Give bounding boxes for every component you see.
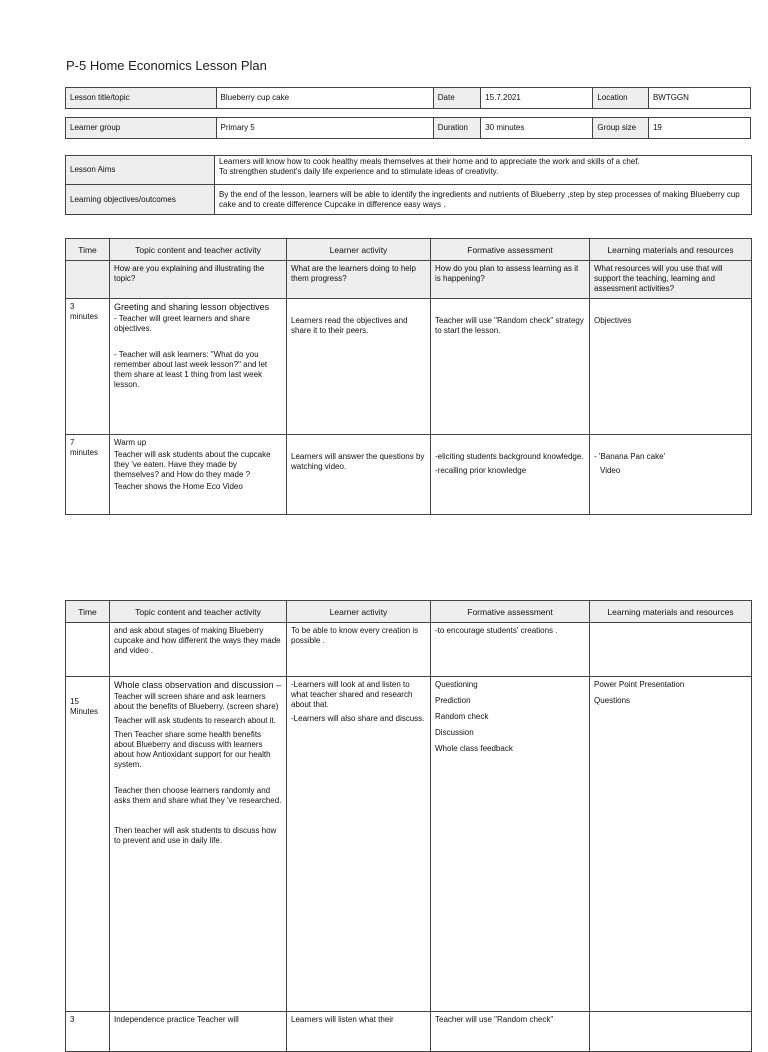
aims-line-1: Learners will know how to cook healthy meals themselves at their home and to appreciate the work and skills of a chef.	[219, 157, 640, 166]
row5-topic: Independence practice Teacher will	[110, 1012, 287, 1052]
row2-time-num: 7	[70, 438, 75, 447]
duration-value: 30 minutes	[481, 118, 593, 139]
row4-learner-2: -Learners will also share and discuss.	[291, 714, 425, 723]
row1-materials: Objectives	[590, 299, 752, 435]
page-title: P-5 Home Economics Lesson Plan	[66, 58, 267, 73]
row4-topic-p5: Then teacher will ask students to discuss how to prevent and use in daily life.	[114, 826, 277, 845]
row2-time-unit: minutes	[70, 448, 99, 457]
row3-topic: and ask about stages of making Blueberry cupcake and how different the ways they made and video .	[110, 623, 287, 677]
location-label: Location	[593, 88, 649, 109]
date-label: Date	[433, 88, 480, 109]
row4-formative-item: Random check	[435, 712, 489, 721]
aims-table	[65, 155, 752, 215]
row4-materials-2: Questions	[594, 696, 631, 705]
learning-objectives-label: Learning objectives/outcomes	[66, 185, 215, 215]
row1-topic-heading: Greeting and sharing lesson objectives	[114, 302, 270, 312]
col-topic-header: Topic content and teacher activity	[110, 239, 287, 261]
row4-topic-p2: Teacher will ask students to research about it.	[114, 716, 276, 725]
table-row	[66, 1012, 752, 1052]
row1-time-num: 3	[70, 302, 75, 311]
row2-topic-p2: Teacher shows the Home Eco Video	[114, 482, 243, 491]
row5-learner: Learners will listen what their	[287, 1012, 431, 1052]
row2-topic-heading: Warm up	[114, 438, 147, 447]
row4-time-unit: Minutes	[70, 707, 99, 716]
table-row	[66, 435, 752, 515]
row4-topic-p3: Then Teacher share some health benefits about Blueberry and discuss with learners about how Antioxidant support for our health system.	[114, 730, 271, 769]
row4-formative-item: Prediction	[435, 696, 471, 705]
row3-learner: To be able to know every creation is possible .	[287, 623, 431, 677]
learner-question: What are the learners doing to help them progress?	[287, 261, 431, 299]
col-formative-header: Formative assessment	[431, 239, 590, 261]
activity-table-page-1	[65, 238, 752, 515]
learning-objectives-text: By the end of the lesson, learners will be able to identify the ingredients and nutrients of Blueberry ,step by step processes of making Blueberry cup cake and to create difference Cupcake in difference easy ways .	[215, 185, 752, 215]
row1-topic-p1: - Teacher will greet learners and share objectives.	[114, 314, 250, 333]
row3-formative: -to encourage students' creations .	[431, 623, 590, 677]
lesson-info-table	[65, 87, 751, 109]
duration-label: Duration	[433, 118, 480, 139]
learner-group-table	[65, 117, 751, 139]
row4-time-num: 15	[70, 697, 79, 706]
row4-learner-1: -Learners will look at and listen to what teacher shared and research about that.	[291, 680, 413, 709]
row2-topic-p1: Teacher will ask students about the cupcake they 've eaten. Have they made by themselves? and How do they made ?	[114, 450, 271, 479]
row2-formative-1: -eliciting students background knowledge.	[435, 452, 584, 461]
row2-learner: Learners will answer the questions by watching video.	[287, 435, 431, 515]
row1-learner: Learners read the objectives and share it to their peers.	[287, 299, 431, 435]
table-row	[66, 623, 752, 677]
group-size-value: 19	[648, 118, 750, 139]
col-materials-header: Learning materials and resources	[590, 239, 752, 261]
row4-topic-p4: Teacher then choose learners randomly and asks them and share what they 've researched.	[114, 786, 282, 805]
row2-materials-2: Video	[600, 466, 621, 475]
group-size-label: Group size	[593, 118, 649, 139]
col-materials-header: Learning materials and resources	[590, 601, 752, 623]
row2-materials-1: - 'Banana Pan cake'	[594, 452, 666, 461]
table-row	[66, 299, 752, 435]
topic-question: How are you explaining and illustrating the topic?	[110, 261, 287, 299]
col-learner-header: Learner activity	[287, 239, 431, 261]
row4-topic-heading: Whole class observation and discussion –	[114, 680, 282, 690]
row5-formative: Teacher will use "Random check"	[431, 1012, 590, 1052]
col-topic-header: Topic content and teacher activity	[110, 601, 287, 623]
lesson-aims-label: Lesson Aims	[66, 156, 215, 185]
learner-group-label: Learner group	[66, 118, 217, 139]
lesson-title-label: Lesson title/topic	[66, 88, 217, 109]
row5-time-num: 3	[66, 1012, 110, 1052]
lesson-title-value: Blueberry cup cake	[216, 88, 433, 109]
col-time-header: Time	[66, 239, 110, 261]
row4-formative-item: Discussion	[435, 728, 474, 737]
row4-formative-item: Whole class feedback	[435, 744, 513, 753]
col-time-header: Time	[66, 601, 110, 623]
materials-question: What resources will you use that will support the teaching, learning and assessment activities?	[590, 261, 752, 299]
aims-line-2: To strengthen student's daily life experience and to stimulate ideas of creativity.	[219, 167, 499, 176]
row4-formative-item: Questioning	[435, 680, 478, 689]
row1-time-unit: minutes	[70, 312, 99, 321]
learner-group-value: Primary 5	[216, 118, 433, 139]
row4-materials-1: Power Point Presentation	[594, 680, 685, 689]
col-learner-header: Learner activity	[287, 601, 431, 623]
date-value: 15.7.2021	[481, 88, 593, 109]
col-formative-header: Formative assessment	[431, 601, 590, 623]
table-row	[66, 677, 752, 1012]
formative-question: How do you plan to assess learning as it is happening?	[431, 261, 590, 299]
row1-topic-p2: - Teacher will ask learners: "What do you remember about last week lesson?" and let them share at least 1 thing from last week lesson.	[114, 350, 268, 389]
row1-formative: Teacher will use "Random check" strategy to start the lesson.	[431, 299, 590, 435]
activity-table-page-2	[65, 600, 752, 1052]
location-value: BWTGGN	[648, 88, 750, 109]
row4-topic-p1: Teacher will screen share and ask learners about the benefits of Blueberry. (screen share)	[114, 692, 279, 711]
row2-formative-2: -recalling prior knowledge	[435, 466, 527, 475]
